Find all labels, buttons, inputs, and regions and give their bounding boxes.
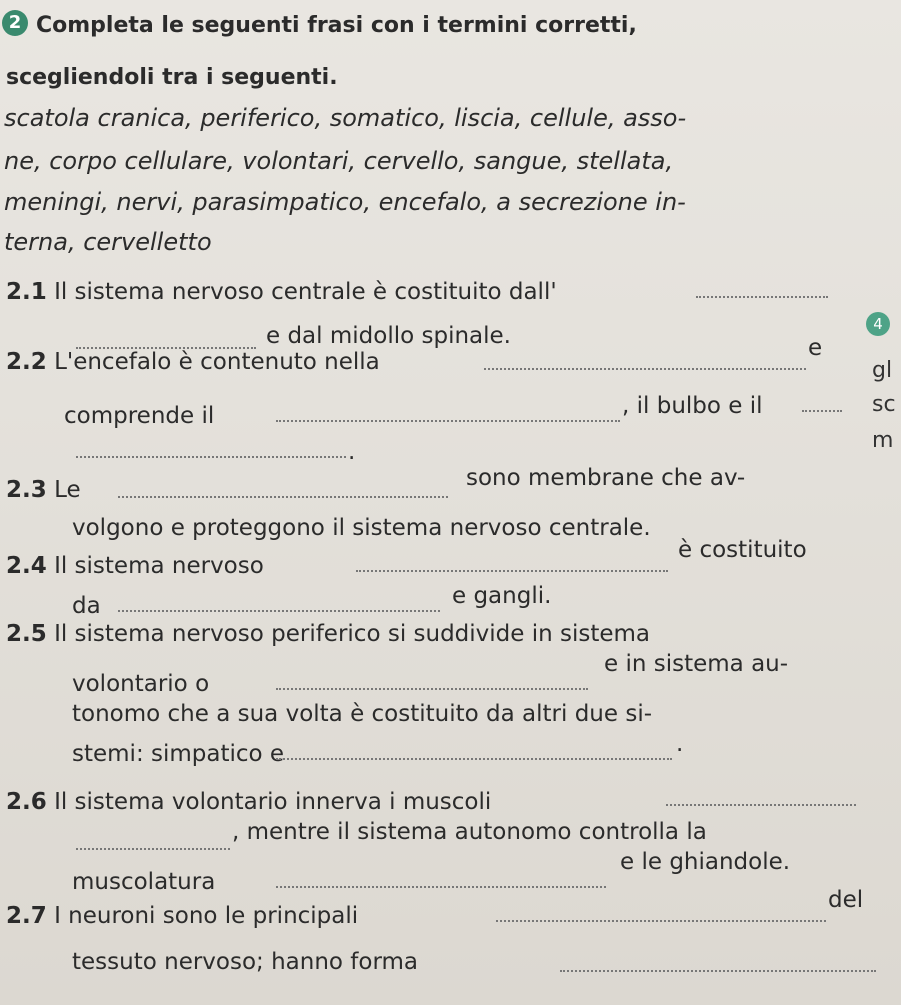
answer-blank[interactable] [276, 758, 672, 760]
question-text: volgono e proteggono il sistema nervoso centrale. [72, 515, 651, 541]
question-text: , il bulbo e il [622, 393, 763, 419]
question-number: 2.3 [6, 477, 47, 503]
question-2-5-line1 [6, 620, 650, 648]
word-bank-line: ne, corpo cellulare, volontari, cervello, sangue, stellata, [4, 147, 674, 175]
answer-blank[interactable] [276, 886, 606, 888]
question-text: comprende il [64, 403, 215, 429]
word-bank-line: scatola cranica, periferico, somatico, liscia, cellule, asso- [4, 104, 687, 132]
question-number: 2.7 [6, 903, 47, 929]
question-text: . [348, 439, 356, 465]
exercise-instruction-line1: Completa le seguenti frasi con i termini corretti, [36, 13, 637, 38]
question-text: sono membrane che av- [466, 465, 746, 491]
question-text: è costituito [678, 537, 807, 563]
word-bank-line: meningi, nervi, parasimpatico, encefalo, a secrezione in- [4, 188, 686, 216]
question-2-1-line1 [6, 278, 557, 306]
question-number: 2.1 [6, 279, 47, 305]
question-2-7-line1 [6, 902, 358, 930]
answer-blank[interactable] [560, 970, 876, 972]
question-text: volontario o [72, 671, 210, 697]
question-2-2-line1 [6, 348, 380, 376]
question-2-6-line1 [6, 788, 491, 816]
answer-blank[interactable] [802, 410, 842, 412]
word-bank-line: terna, cervelletto [4, 228, 212, 256]
answer-blank[interactable] [276, 420, 620, 422]
margin-fragment: gl [872, 358, 893, 383]
question-text: e dal midollo spinale. [266, 323, 511, 349]
question-text: e in sistema au- [604, 651, 789, 677]
question-text: Il sistema volontario innerva i muscoli [54, 789, 492, 815]
question-text: stemi: simpatico e [72, 741, 285, 767]
question-text: muscolatura [72, 869, 216, 895]
margin-fragment: m [872, 428, 894, 453]
question-text: tessuto nervoso; hanno forma [72, 949, 419, 975]
answer-blank[interactable] [484, 368, 806, 370]
exercise-number-badge: 2 [2, 10, 28, 36]
question-text: . [676, 731, 684, 757]
question-2-4-line1 [6, 552, 264, 580]
answer-blank[interactable] [118, 496, 448, 498]
question-number: 2.4 [6, 553, 47, 579]
question-text: L'encefalo è contenuto nella [54, 349, 380, 375]
question-text: e le ghiandole. [620, 849, 791, 875]
question-text: del [828, 887, 864, 913]
question-text: Il sistema nervoso centrale è costituito dall' [54, 279, 557, 305]
answer-blank[interactable] [118, 610, 440, 612]
answer-blank[interactable] [276, 688, 588, 690]
margin-badge: 4 [866, 312, 890, 336]
question-text: I neuroni sono le principali [54, 903, 359, 929]
question-text: e gangli. [452, 583, 552, 609]
answer-blank[interactable] [666, 804, 856, 806]
question-2-3-line1 [6, 476, 81, 504]
question-text: tonomo che a sua volta è costituito da altri due si- [72, 701, 653, 727]
question-number: 2.6 [6, 789, 47, 815]
question-text: e [808, 335, 823, 361]
answer-blank[interactable] [76, 456, 346, 458]
answer-blank[interactable] [696, 296, 828, 298]
question-text: , mentre il sistema autonomo controlla la [232, 819, 707, 845]
answer-blank[interactable] [76, 848, 230, 850]
question-text: Il sistema nervoso periferico si suddivide in sistema [54, 621, 651, 647]
question-text: Il sistema nervoso [54, 553, 264, 579]
question-number: 2.5 [6, 621, 47, 647]
answer-blank[interactable] [496, 920, 826, 922]
question-text: Le [54, 477, 81, 503]
question-number: 2.2 [6, 349, 47, 375]
question-text: da [72, 593, 101, 619]
answer-blank[interactable] [356, 570, 668, 572]
exercise-instruction-line2: scegliendoli tra i seguenti. [6, 65, 338, 90]
margin-fragment: sc [872, 392, 896, 417]
